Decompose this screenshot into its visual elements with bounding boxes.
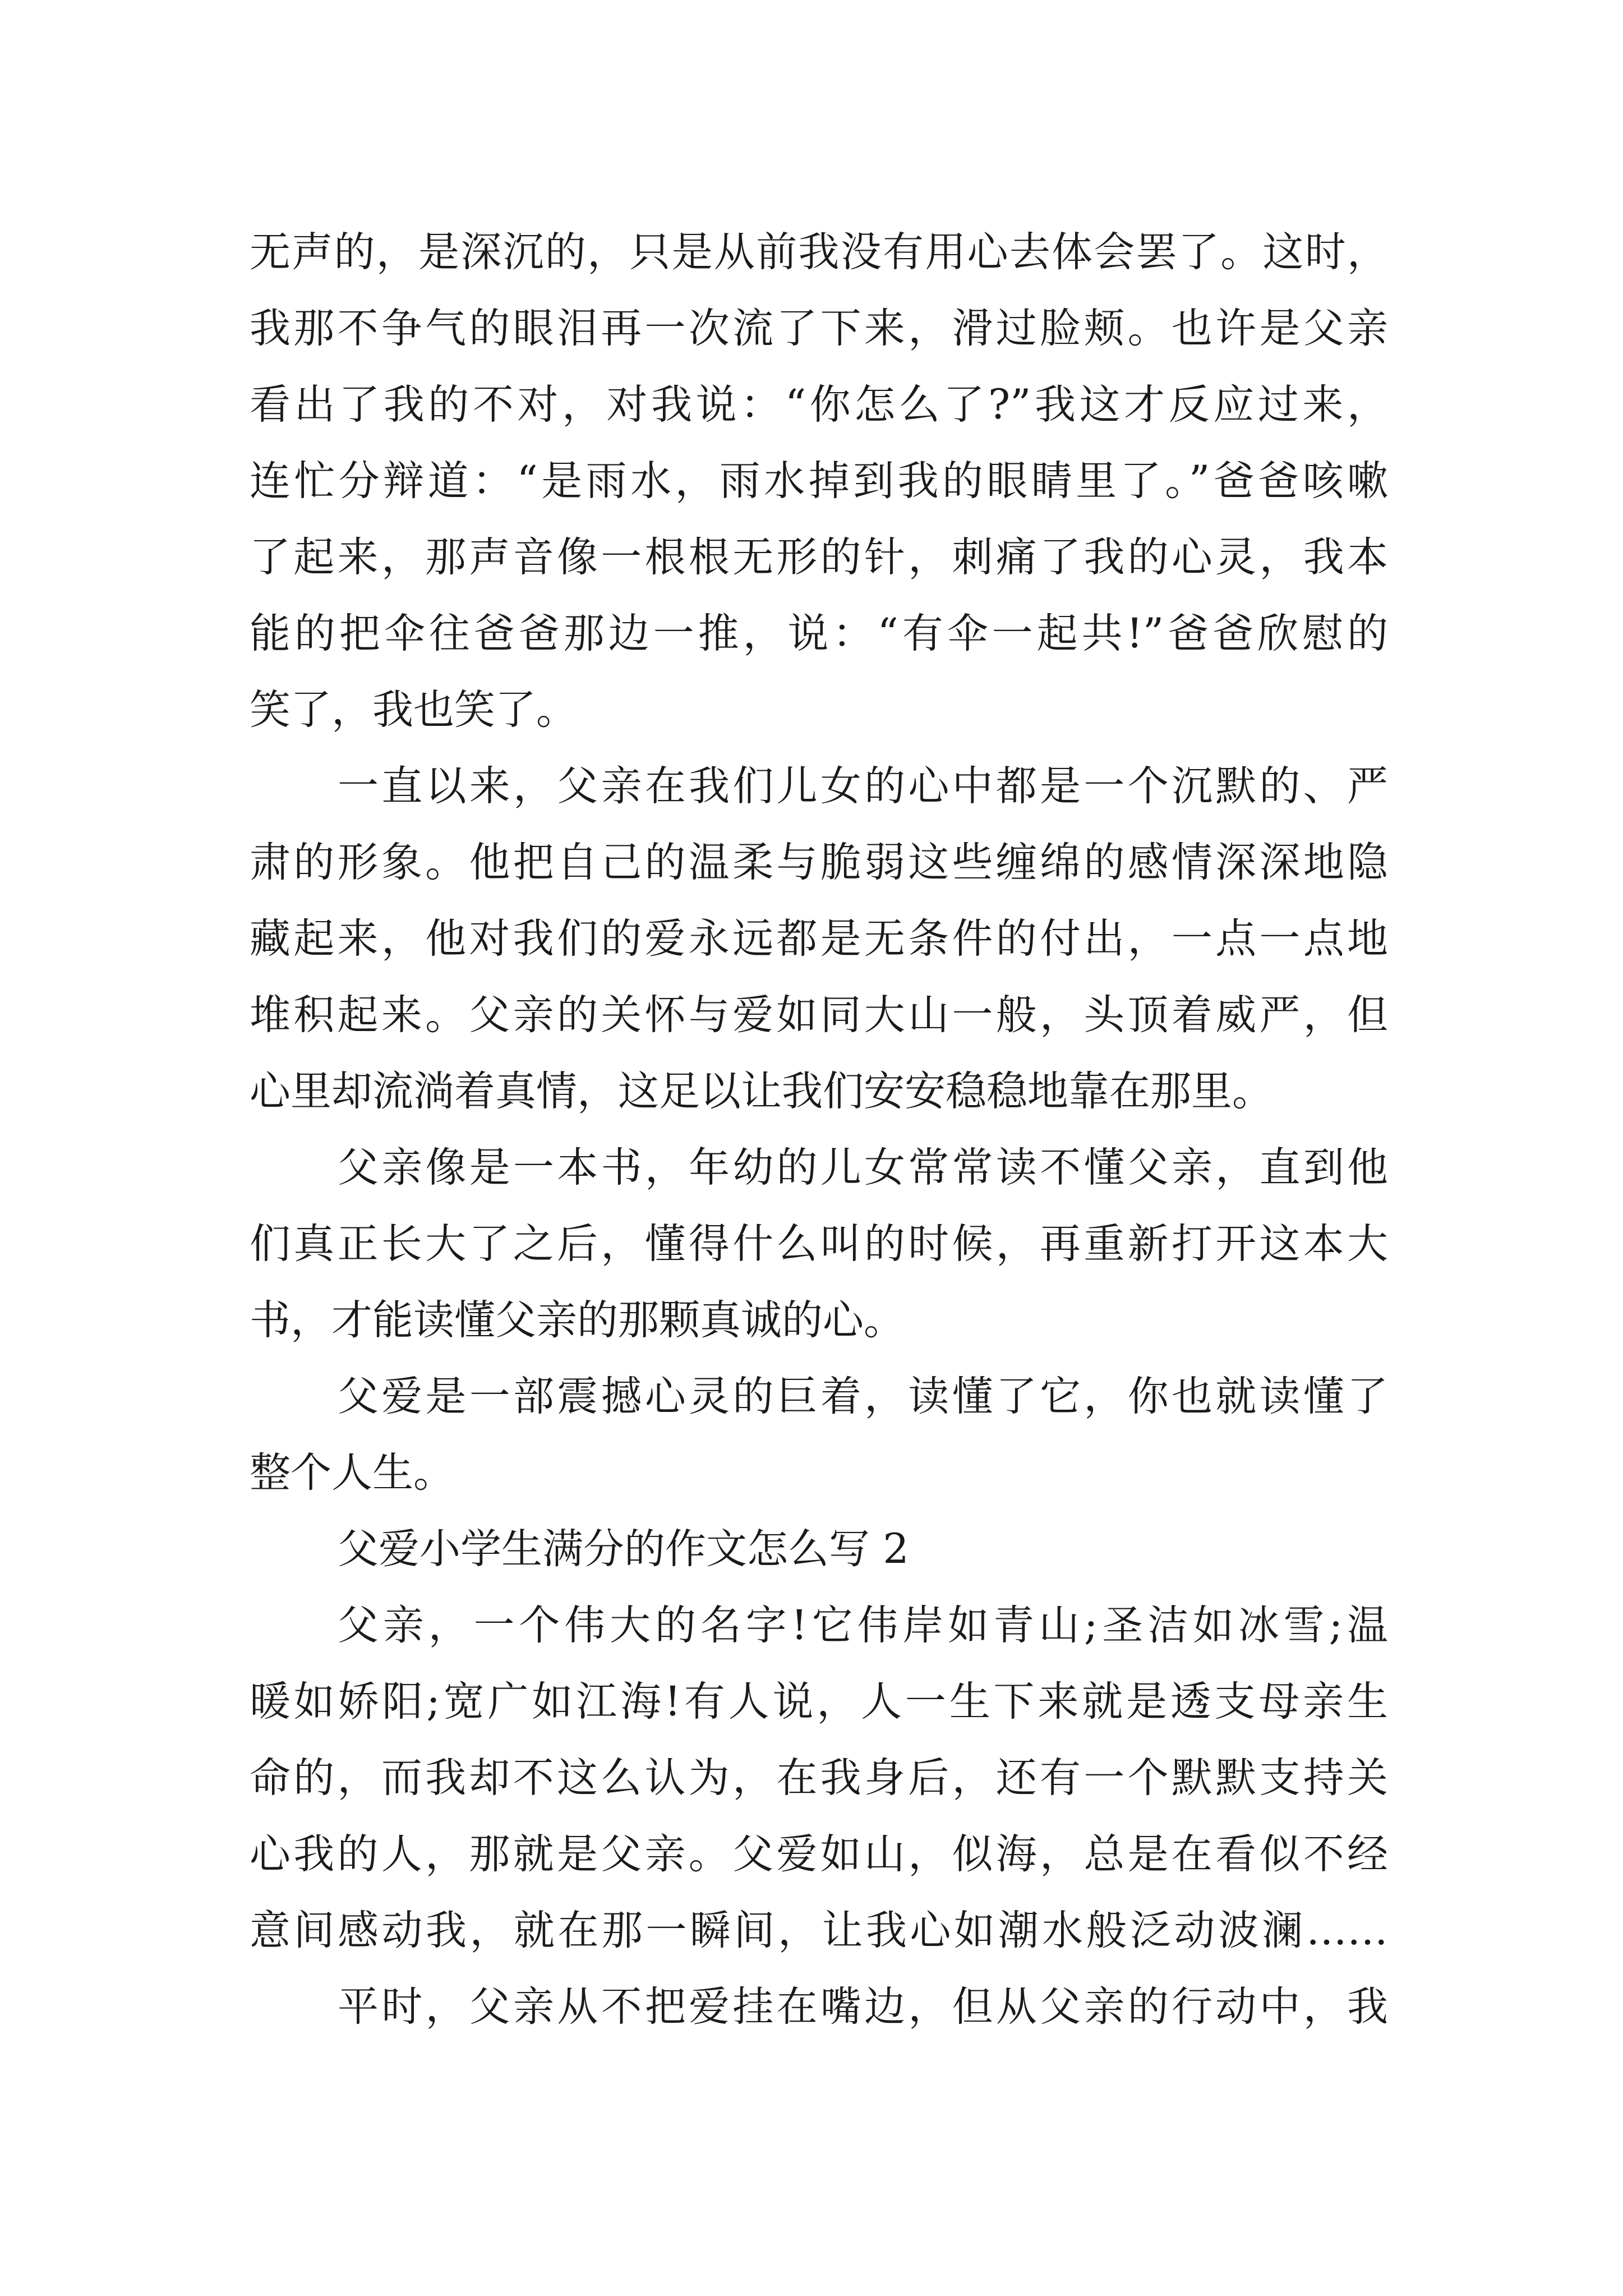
essay-text <box>250 214 1388 2045</box>
text-line: 心我的人，那就是父亲。父爱如山，似海，总是在看似不经 <box>250 1830 1388 1878</box>
text-line: 命的，而我却不这么认为，在我身后，还有一个默默支持关 <box>250 1754 1388 1802</box>
paragraph-start-line: 父爱是一部震撼心灵的巨着，读懂了它，你也就读懂了 <box>338 1373 1388 1420</box>
text-line: 看出了我的不对，对我说：“你怎么了?”我这才反应过来， <box>250 381 1388 429</box>
text-line: 无声的，是深沉的，只是从前我没有用心去体会罢了。这时， <box>250 228 1388 276</box>
paragraph-start-line: 父亲像是一本书，年幼的儿女常常读不懂父亲，直到他 <box>338 1144 1388 1191</box>
text-line: 肃的形象。他把自己的温柔与脆弱这些缠绵的感情深深地隐 <box>250 839 1388 886</box>
text-line: 整个人生。 <box>250 1449 454 1497</box>
text-line: 暖如娇阳;宽广如江海!有人说，人一生下来就是透支母亲生 <box>250 1678 1388 1726</box>
text-line: 堆积起来。父亲的关怀与爱如同大山一般，头顶着威严，但 <box>250 991 1388 1039</box>
text-line: 能的把伞往爸爸那边一推，说：“有伞一起共!”爸爸欣慰的 <box>250 610 1388 657</box>
text-line: 藏起来，他对我们的爱永远都是无条件的付出，一点一点地 <box>250 915 1388 963</box>
text-line: 们真正长大了之后，懂得什么叫的时候，再重新打开这本大 <box>250 1220 1388 1268</box>
text-line: 我那不争气的眼泪再一次流了下来，滑过脸颊。也许是父亲 <box>250 305 1388 352</box>
text-line: 意间感动我，就在那一瞬间，让我心如潮水般泛动波澜…… <box>250 1907 1388 1954</box>
text-line: 连忙分辩道：“是雨水，雨水掉到我的眼睛里了。”爸爸咳嗽 <box>250 457 1388 505</box>
text-line: 心里却流淌着真情，这足以让我们安安稳稳地靠在那里。 <box>250 1068 1273 1115</box>
section-heading: 父爱小学生满分的作文怎么写 2 <box>338 1525 909 1573</box>
text-line: 笑了，我也笑了。 <box>250 686 577 734</box>
text-line: 了起来，那声音像一根根无形的针，刺痛了我的心灵，我本 <box>250 533 1388 581</box>
paragraph-start-line: 父亲，一个伟大的名字!它伟岸如青山;圣洁如冰雪;温 <box>338 1602 1388 1649</box>
paragraph-start-line: 平时，父亲从不把爱挂在嘴边，但从父亲的行动中，我 <box>338 1983 1388 2031</box>
text-line: 书，才能读懂父亲的那颗真诚的心。 <box>250 1296 905 1344</box>
paragraph-start-line: 一直以来，父亲在我们儿女的心中都是一个沉默的、严 <box>338 762 1388 810</box>
